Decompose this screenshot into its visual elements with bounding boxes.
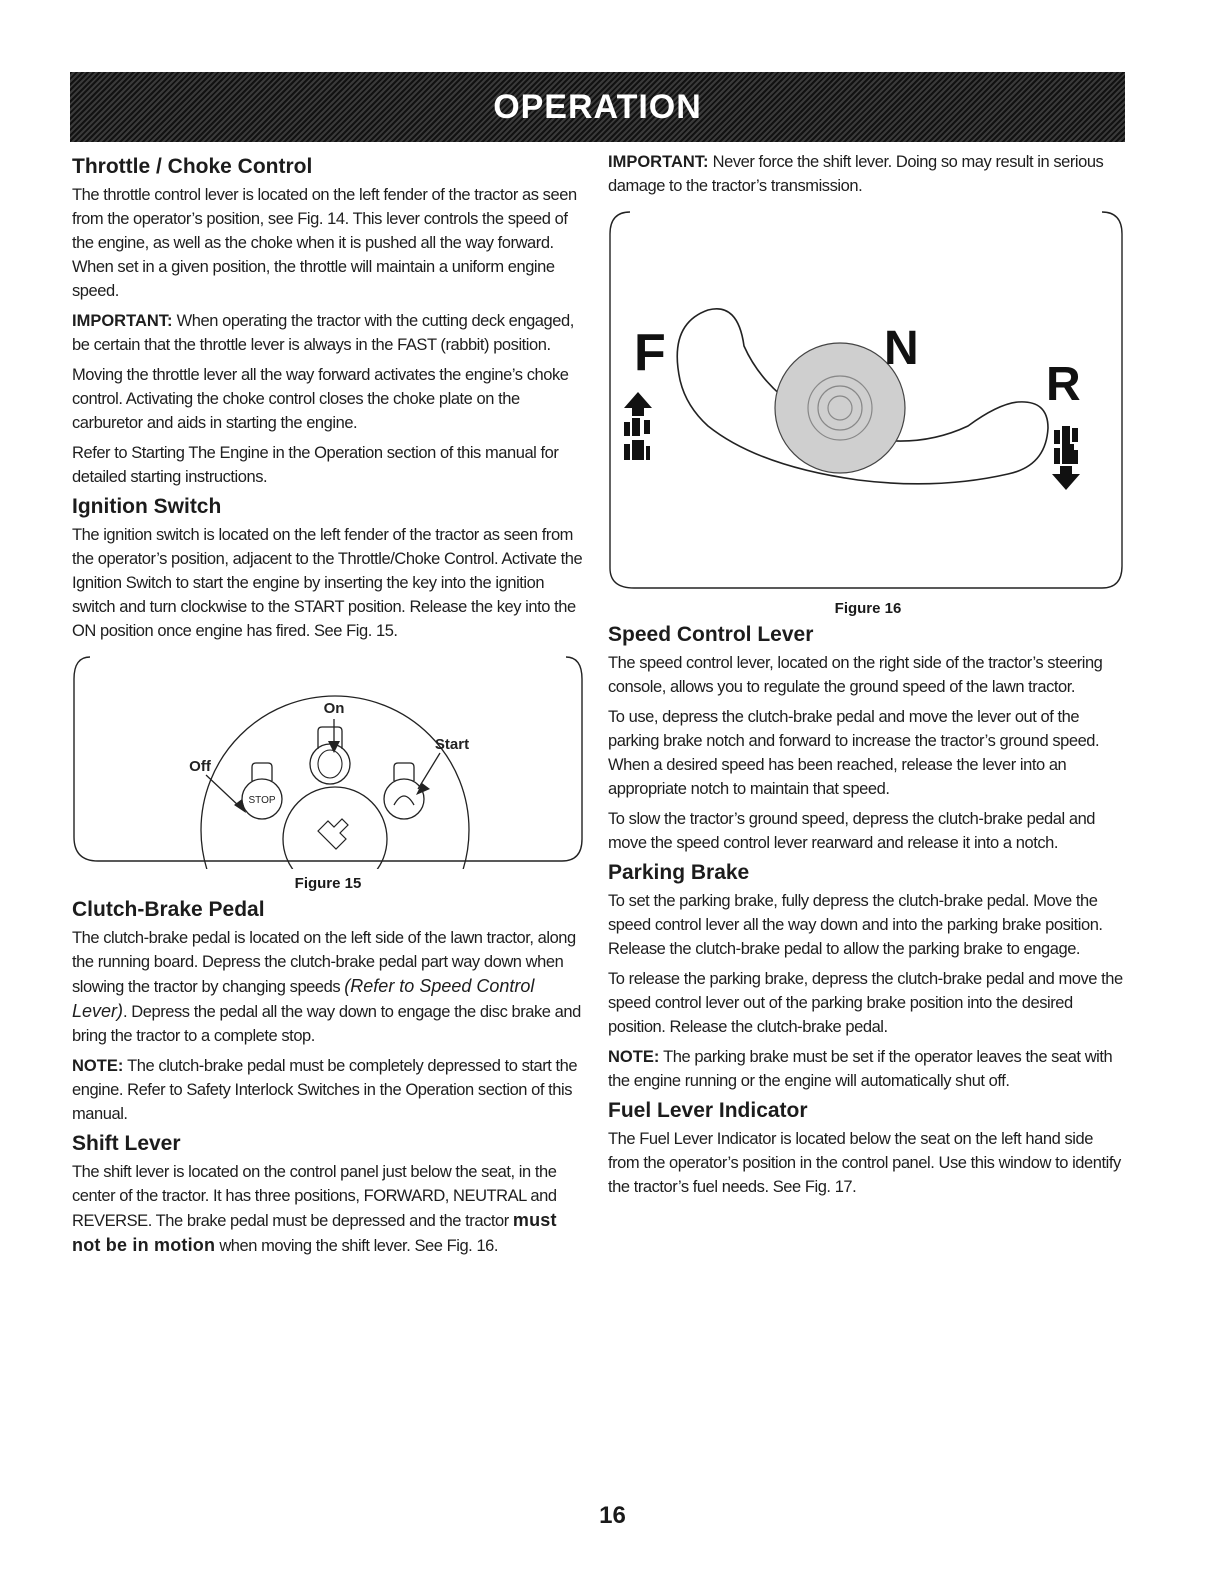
shift-paragraph-1 [72,1160,584,1258]
shift-text-a: The shift lever is located on the control panel just below the seat, in the center of the tractor. It has three positions, FORWARD, NEUTRAL and REVERSE. The brake pedal must be depressed and the tractor [72,1163,557,1230]
label-neutral: N [884,322,919,375]
clutch-reference: (Refer to Speed Control Lever) [72,976,535,1021]
clutch-note [72,1054,584,1126]
ignition-paragraph-1: The ignition switch is located on the left fender of the tractor as seen from the operator’s position, adjacent to the Throttle/Choke Control. Activate the Ignition Switch to start the engine by inserting the key into the ignition switch and turn clockwise to the START position. Release the key into the ON position once engine has fired. See Fig. 15. [72,526,583,640]
fuel-heading: Fuel Lever Indicator [608,1099,808,1122]
speed-paragraph-3: To slow the tractor’s ground speed, depress the clutch-brake pedal and move the speed control lever rearward and release it into a notch. [608,810,1096,852]
important-text: When operating the tractor with the cutting deck engaged, be certain that the throttle lever is always in the FAST (rabbit) position. [72,312,574,354]
throttle-paragraph-4: Refer to Starting The Engine in the Operation section of this manual for detailed starting instructions. [72,444,559,486]
switch-outer-ring [201,696,469,869]
speed-paragraph-1: The speed control lever, located on the right side of the tractor’s steering console, allows you to regulate the ground speed of the lawn tractor. [608,654,1103,696]
label-reverse: R [1046,358,1081,411]
key-icon [318,819,348,849]
figure-16-caption: Figure 16 [834,600,902,617]
reverse-tractor-icon [1052,426,1080,490]
speed-heading: Speed Control Lever [608,623,814,646]
engine-on-icon [310,727,350,784]
figure-16 [608,204,1128,617]
throttle-paragraph-3: Moving the throttle lever all the way forward activates the engine’s choke control. Activating the choke control closes the choke plate on the carburetor and aids in starting the engine. [72,366,569,432]
key-slot-ring [283,787,387,869]
note-label: NOTE: [72,1057,124,1075]
parking-paragraph-1: To set the parking brake, fully depress the clutch-brake pedal. Move the speed control lever all the way down and into the parking brake position. Release the clutch-brake pedal to allow the parking brake to engage. [608,892,1103,958]
right-column [608,150,1128,1205]
important-label: IMPORTANT: [608,153,709,171]
clutch-text-b: . Depress the pedal all the way down to engage the disc brake and bring the tractor to a complete stop. [72,1003,581,1045]
page-number: 16 [599,1502,626,1529]
clutch-paragraph-1 [72,926,584,1048]
shift-emphasis: must not be in motion [72,1210,557,1255]
important-label: IMPORTANT: [72,312,173,330]
ignition-switch-diagram [72,649,584,869]
label-start: Start [434,736,470,753]
label-on: On [323,700,345,717]
fuel-paragraph-1: The Fuel Lever Indicator is located below the seat on the left hand side from the operator’s position in the control panel. Use this window to identify the tractor’s fuel needs. See Fig. 17. [608,1130,1121,1196]
note-text: The clutch-brake pedal must be completely depressed to start the engine. Refer to Safety Interlock Switches in the Operation section of this manual. [72,1057,578,1123]
section-banner [70,72,1125,142]
forward-tractor-icon [624,392,652,460]
throttle-paragraph-1: The throttle control lever is located on the left fender of the tractor as seen from the operator’s position, see Fig. 14. This lever controls the speed of the engine, as well as the choke when it is pushed all the way forward. When set in a given position, the throttle will maintain a uniform engine speed. [72,186,577,300]
parking-paragraph-2: To release the parking brake, depress the clutch-brake pedal and move the speed control lever out of the parking brake position into the desired position. Release the clutch-brake pedal. [608,970,1123,1036]
throttle-heading: Throttle / Choke Control [72,155,313,178]
figure-15-caption: Figure 15 [294,875,362,892]
shift-heading: Shift Lever [72,1132,181,1155]
stop-icon [242,763,282,819]
important-text: Never force the shift lever. Doing so may result in serious damage to the tractor’s transmission. [608,153,1104,195]
clutch-heading: Clutch-Brake Pedal [72,898,265,921]
parking-note [608,1045,1128,1093]
shift-text-b: when moving the shift lever. See Fig. 16. [215,1237,499,1255]
shift-important [608,150,1128,198]
note-label: NOTE: [608,1048,660,1066]
figure-15 [72,649,584,892]
parking-heading: Parking Brake [608,861,750,884]
stop-text: STOP [248,795,276,806]
shift-lever-diagram [608,204,1128,594]
note-text: The parking brake must be set if the operator leaves the seat with the engine running or the engine will automatically shut off. [608,1048,1113,1090]
label-off: Off [189,758,211,775]
section-title: OPERATION [493,87,702,126]
speed-paragraph-2: To use, depress the clutch-brake pedal and move the lever out of the parking brake notch and forward to increase the tractor’s ground speed. When a desired speed has been reached, release the lever into an appropriate notch to maintain that speed. [608,708,1100,798]
label-forward: F [634,324,666,382]
clutch-text-a: The clutch-brake pedal is located on the left side of the lawn tractor, along the running board. Depress the clutch-brake pedal part way down when slowing the tractor by changing speeds [72,929,576,996]
throttle-important [72,309,584,357]
ignition-heading: Ignition Switch [72,495,222,518]
left-column [72,150,584,1264]
